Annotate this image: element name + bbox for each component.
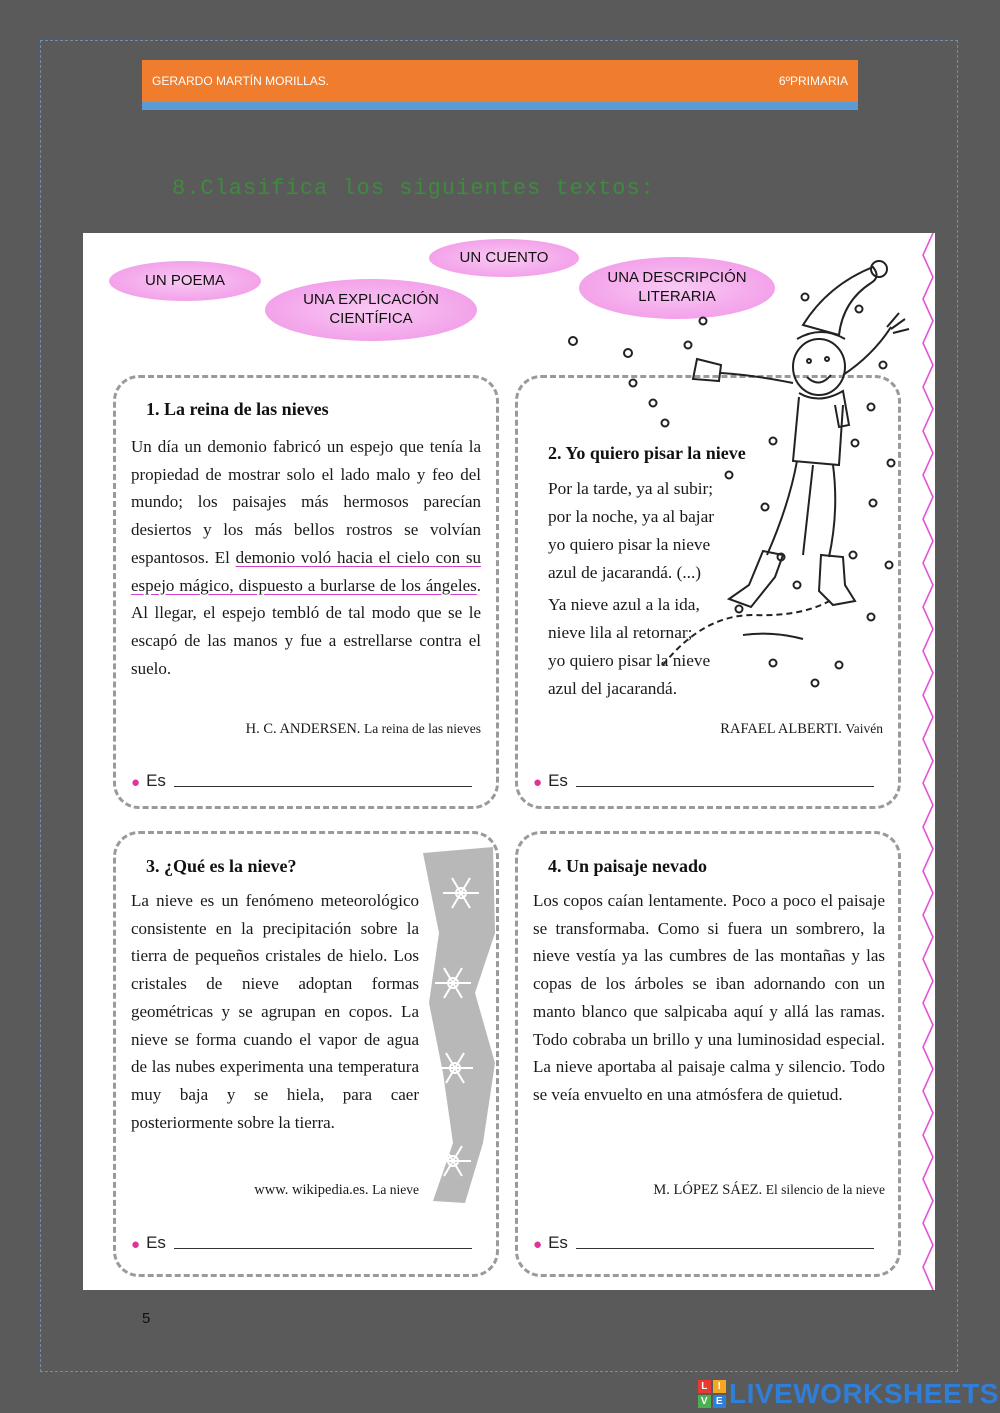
category-literary-description: UNA DESCRIPCIÓN LITERARIA	[579, 257, 775, 319]
answer-blank-2[interactable]	[576, 786, 874, 787]
text-1-body: Un día un demonio fabricó un espejo que tenía la propiedad de mostrar solo el lado malo y feo del mundo; los paisajes más hermosos parecían desiertos y los más bellos rostros se volvían espantosos. El demonio voló hacia el cielo con su espejo mágico, dispuesto a burlarse de los ángeles. Al llegar, el espejo tembló de tal modo que se le escapó de las manos y fue a estrellarse contra el suelo.	[131, 437, 481, 678]
text-3-title: 3. ¿Qué es la nieve?	[146, 856, 297, 876]
text-2-answer: ● Es	[533, 771, 874, 791]
category-scientific-explanation: UNA EXPLICACIÓN CIENTÍFICA	[265, 279, 477, 341]
liveworksheets-logo[interactable]	[698, 1378, 999, 1410]
text-2-poem: Por la tarde, ya al subir; por la noche, ya al bajar yo quiero pisar la nieve azul de jacarandá. (...) Ya nieve azul a la ida, nieve lila al retornar; yo quiero pisar la nieve azul del jacarandá.	[548, 479, 715, 698]
page-number: 5	[142, 1310, 151, 1327]
bullet-icon: ●	[533, 1236, 543, 1253]
category-poem: UN POEMA	[109, 261, 261, 301]
underlined-phrase: demonio voló hacia el cielo con su espejo mágico, dispuesto a burlarse de los ángeles	[131, 547, 481, 595]
child-in-snow-illustration	[553, 255, 913, 695]
brand-name: LIVEWORKSHEETS	[729, 1378, 999, 1409]
zigzag-border	[921, 233, 935, 1290]
answer-blank-1[interactable]	[174, 786, 472, 787]
text-1-source: H. C. ANDERSEN. La reina de las nieves	[245, 721, 481, 737]
answer-blank-4[interactable]	[576, 1248, 874, 1249]
category-story: UN CUENTO	[429, 239, 579, 277]
text-4-title: 4. Un paisaje nevado	[548, 856, 708, 876]
snowflake-ribbon-illustration	[413, 843, 503, 1203]
text-4-body: Los copos caían lentamente. Poco a poco el paisaje se transformaba. Como si fuera un sombrero, la nieve vestía ya las cumbres de las montañas y las copas de los árboles se iban adornando con un manto blanco que salpicaba aquí y allá las ramas. Todo cobraba un brillo y una luminosidad especial. La nieve aportaba al paisaje calma y silencio. Todo se veía envuelto en una atmósfera de quietud.	[533, 891, 885, 1104]
text-1-title: 1. La reina de las nieves	[146, 399, 329, 419]
bullet-icon: ●	[131, 774, 141, 791]
text-3-source: www. wikipedia.es. La nieve	[254, 1182, 419, 1198]
text-3-body: La nieve es un fenómeno meteorológico consistente en la precipitación sobre la tierra de pequeños cristales de hielo. Los cristales de nieve adoptan formas geométricas y se agrupan en copos. La nieve se forma cuando el vapor de agua de las nubes experimenta una temperatura muy baja y se hiela, para caer posteriormente sobre la tierra.	[131, 891, 419, 1132]
text-4-answer: ● Es	[533, 1233, 874, 1253]
exercise-instruction: 8.Clasifica los siguientes textos:	[172, 176, 655, 201]
header-author: GERARDO MARTÍN MORILLAS.	[152, 74, 330, 88]
liveworksheets-logo-icon: L I V E	[698, 1380, 726, 1408]
header-rule	[142, 102, 858, 110]
document-header	[142, 60, 858, 102]
bullet-icon: ●	[533, 774, 543, 791]
bullet-icon: ●	[131, 1236, 141, 1253]
text-2-source: RAFAEL ALBERTI. Vaivén	[720, 721, 883, 737]
text-1-answer: ● Es	[131, 771, 472, 791]
header-grade: 6ºPRIMARIA	[778, 74, 848, 88]
text-3-answer: ● Es	[131, 1233, 472, 1253]
worksheet-image	[83, 233, 935, 1290]
text-2-title: 2. Yo quiero pisar la nieve	[548, 443, 746, 463]
text-4-source: M. LÓPEZ SÁEZ. El silencio de la nieve	[653, 1182, 885, 1198]
answer-blank-3[interactable]	[174, 1248, 472, 1249]
